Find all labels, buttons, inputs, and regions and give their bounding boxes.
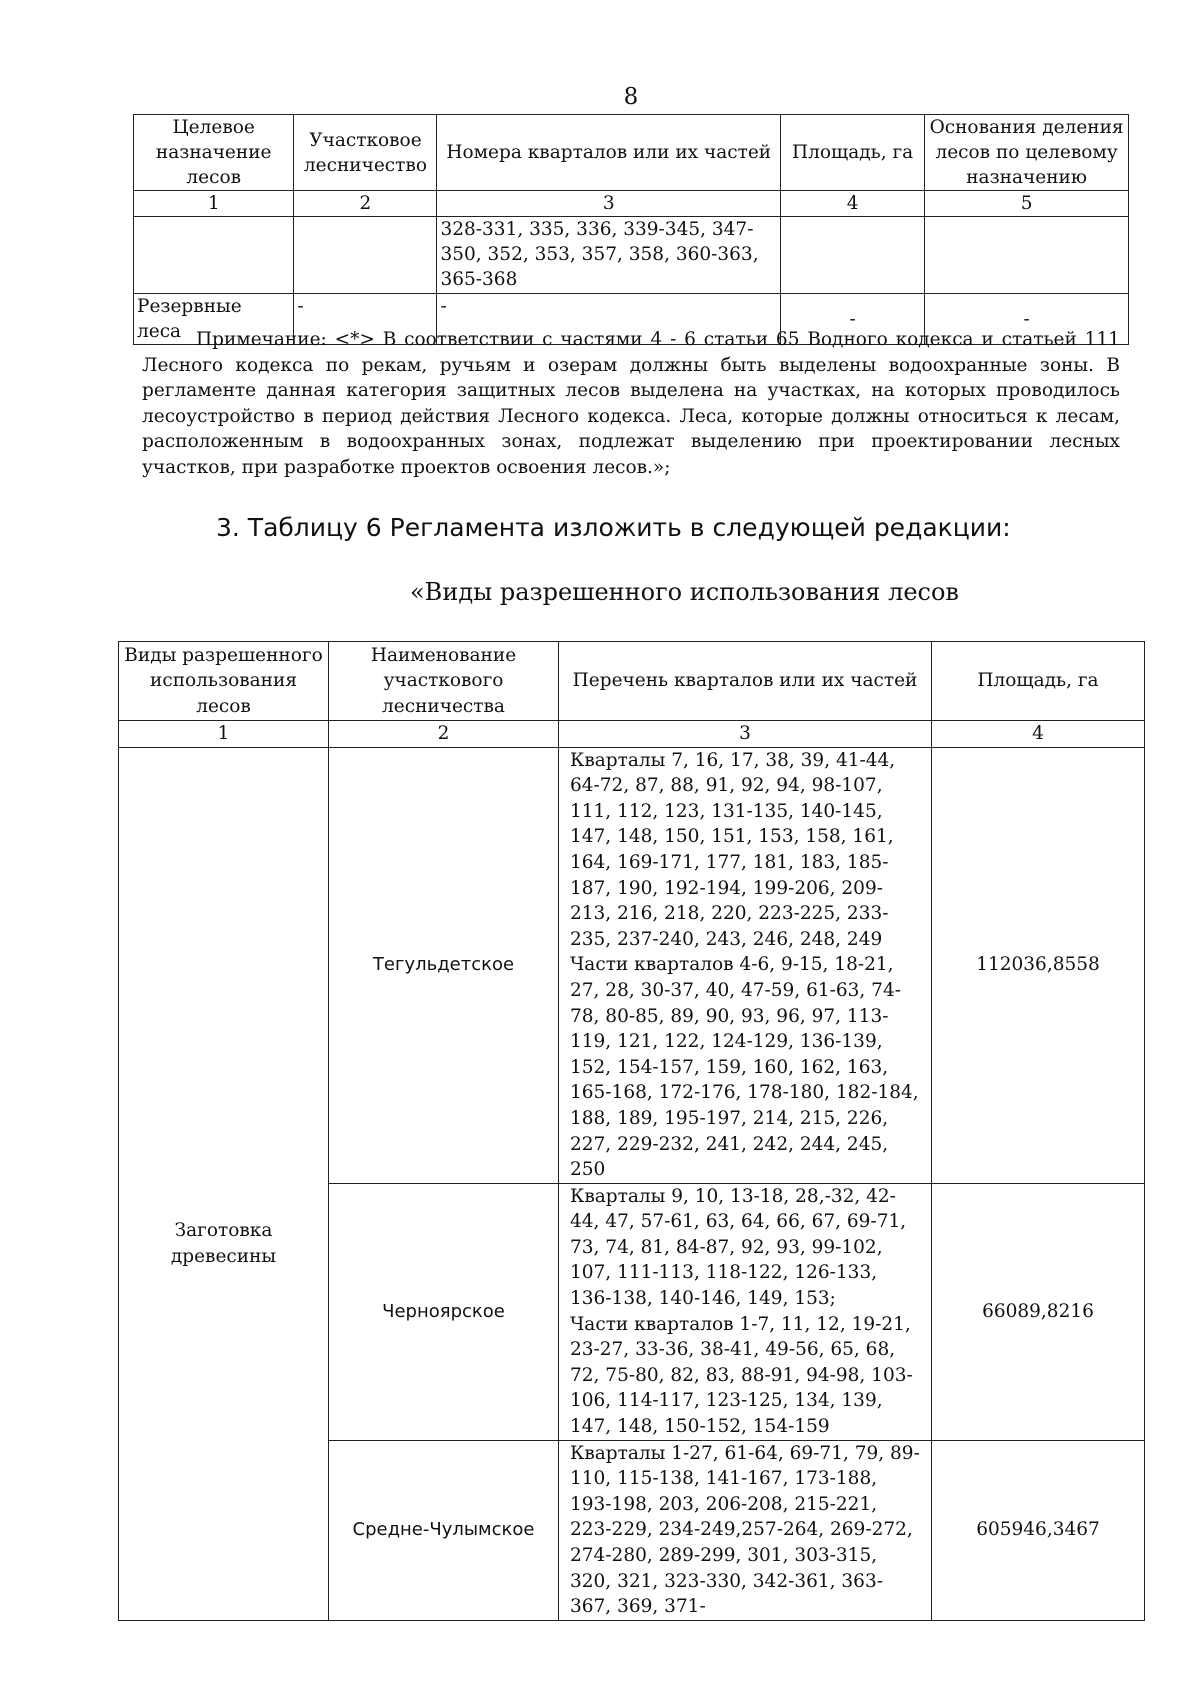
- header-cell: Площадь, га: [932, 642, 1145, 721]
- area-value: 605946,3467: [932, 1440, 1145, 1620]
- quarters-full: Кварталы 9, 10, 13-18, 28,-32, 42-44, 47, 57-61, 63, 64, 66, 67, 69-71, 73, 74, 81, 84-87, 92, 93, 99-102, 107, 111-113, 118-122, 126-133, 136-138, 140-146, 149, 153;: [570, 1185, 907, 1310]
- table-cell: Резервные леса: [134, 294, 294, 345]
- header-cell: Номера кварталов или их частей: [437, 115, 781, 191]
- quarters-list: Кварталы 1-27, 61-64, 69-71, 79, 89-110, 115-138, 141-167, 173-188, 193-198, 203, 206-208, 215-221, 223-229, 234-249,257-264, 269-272, 274-280, 289-299, 301, 303-315, 320, 321, 323-330, 342-361, 363-367, 369, 371-: [559, 1440, 932, 1620]
- column-number-row: [134, 191, 1129, 217]
- header-cell: Участковое лесничество: [294, 115, 437, 191]
- table-cell: [925, 217, 1129, 294]
- column-number: 1: [119, 721, 329, 748]
- header-cell: Целевое назначение лесов: [134, 115, 294, 191]
- column-number: 2: [294, 191, 437, 217]
- area-value: 112036,8558: [932, 747, 1145, 1183]
- header-cell: Виды разрешенного использования лесов: [119, 642, 329, 721]
- table-cell: -: [781, 294, 925, 345]
- column-number-row: [119, 721, 1145, 748]
- table-header-row: [119, 642, 1145, 721]
- forest-use-table: [118, 641, 1145, 1621]
- column-number: 3: [437, 191, 781, 217]
- header-cell: Площадь, га: [781, 115, 925, 191]
- section-heading: 3. Таблицу 6 Регламента изложить в следующей редакции:: [216, 513, 1011, 542]
- table-row: [119, 747, 1145, 1183]
- header-cell: Наименование участкового лесничества: [329, 642, 559, 721]
- column-number: 3: [559, 721, 932, 748]
- column-number: 4: [781, 191, 925, 217]
- table-cell: [781, 217, 925, 294]
- table-row: [134, 217, 1129, 294]
- table-cell: 328-331, 335, 336, 339-345, 347-350, 352, 353, 357, 358, 360-363, 365-368: [437, 217, 781, 294]
- header-cell: Перечень кварталов или их частей: [559, 642, 932, 721]
- table-cell: -: [437, 294, 781, 345]
- table-note: Примечание: <*> В соответствии с частями 4 - 6 статьи 65 Водного кодекса и статьей 111 Лесного кодекса по рекам, ручьям и озерам должны быть выделены водоохранные зоны. В регламенте данная категория защитных лесов выделена на участках, на которых проводилось лесоустройство в период действия Лесного кодекса. Леса, которые должны относиться к лесам, расположенным в водоохранных зонах, подлежат выделению при проектировании лесных участков, при разработке проектов освоения лесов.»;: [142, 329, 1120, 478]
- table-title: «Виды разрешенного использования лесов: [410, 578, 959, 606]
- page-number: 8: [623, 84, 639, 110]
- use-type-cell: [119, 747, 329, 1620]
- table-cell: -: [925, 294, 1129, 345]
- table-cell: -: [294, 294, 437, 345]
- use-type-label: Заготовка древесины: [170, 1220, 277, 1267]
- column-number: 2: [329, 721, 559, 748]
- table-cell: [134, 217, 294, 294]
- area-value: 66089,8216: [932, 1183, 1145, 1440]
- quarters-parts: Части кварталов 1-7, 11, 12, 19-21, 23-27, 33-36, 38-41, 49-56, 65, 68, 72, 75-80, 82, 83, 88-91, 94-98, 103-106, 114-117, 123-125, 134, 139, 147, 148, 150-152, 154-159: [570, 1313, 913, 1438]
- forestry-name: Черноярское: [329, 1183, 559, 1440]
- forestry-name: Тегульдетское: [329, 747, 559, 1183]
- quarters-list: Кварталы 7, 16, 17, 38, 39, 41-44, 64-72, 87, 88, 91, 92, 94, 98-107, 111, 112, 123, 131-135, 140-145, 147, 148, 150, 151, 153, 158, 161, 164, 169-171, 177, 181, 183, 185-187, 190, 192-194, 199-206, 209-213, 216, 218, 220, 223-225, 233-235, 237-240, 243, 246, 248, 249 Части кварталов 4-6, 9-15, 18-21, 27, 28, 30-37, 40, 47-59, 61-63, 74-78, 80-85, 89, 90, 93, 96, 97, 113-119, 121, 122, 124-129, 136-139, 152, 154-157, 159, 160, 162, 163, 165-168, 172-176, 178-180, 182-184, 188, 189, 195-197, 214, 215, 226, 227, 229-232, 241, 242, 244, 245, 250: [559, 747, 932, 1183]
- forestry-name: Средне-Чулымское: [329, 1440, 559, 1620]
- header-cell: Основания деления лесов по целевому назначению: [925, 115, 1129, 191]
- quarters-list: [559, 1183, 932, 1440]
- forest-purpose-table: [133, 114, 1129, 345]
- column-number: 4: [932, 721, 1145, 748]
- column-number: 5: [925, 191, 1129, 217]
- table-header-row: [134, 115, 1129, 191]
- column-number: 1: [134, 191, 294, 217]
- table-cell: [294, 217, 437, 294]
